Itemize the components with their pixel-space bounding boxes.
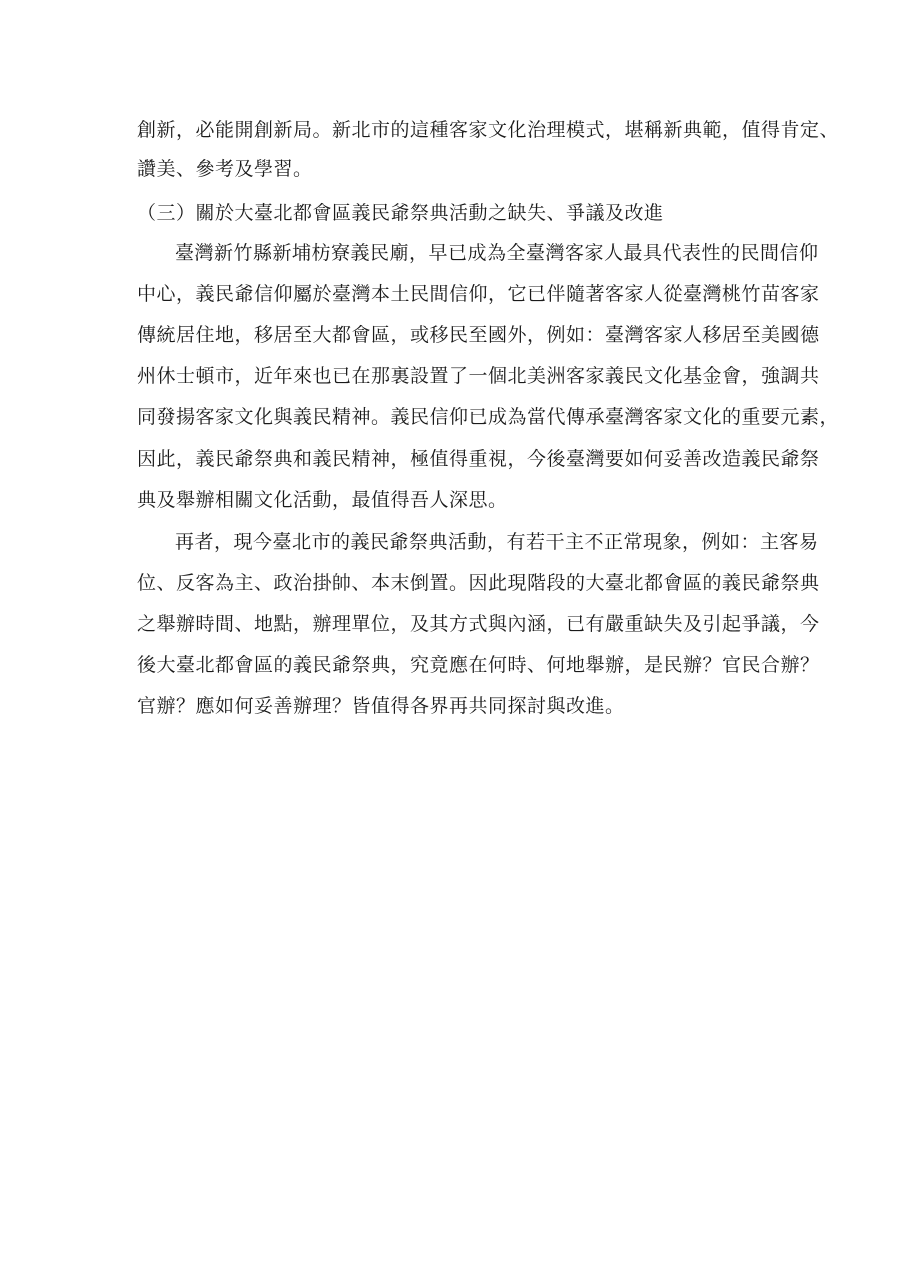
paragraph-line: 之舉辦時間、地點，辦理單位，及其方式與內涵，已有嚴重缺失及引起爭議，今 [137,613,820,635]
paragraph-line: 中心，義民爺信仰屬於臺灣本土民間信仰，它已伴隨著客家人從臺灣桃竹苗客家 [137,283,820,305]
text-line: 讚美、參考及學習。 [137,158,313,180]
section-heading: （三）關於大臺北都會區義民爺祭典活動之缺失、爭議及改進 [137,202,664,224]
paragraph-line: 同發揚客家文化與義民精神。義民信仰已成為當代傳承臺灣客家文化的重要元素， [137,406,840,428]
paragraph-line: 臺灣新竹縣新埔枋寮義民廟，早已成為全臺灣客家人最具代表性的民間信仰 [175,242,819,264]
paragraph-line: 傳統居住地，移居至大都會區，或移民至國外，例如：臺灣客家人移居至美國德 [137,324,820,346]
paragraph-line: 再者，現今臺北市的義民爺祭典活動，有若干主不正常現象，例如：主客易 [175,531,819,553]
paragraph-line: 後大臺北都會區的義民爺祭典，究竟應在何時、何地舉辦，是民辦？官民合辦？ [137,654,820,676]
paragraph-line: 因此，義民爺祭典和義民精神，極值得重視，今後臺灣要如何妥善改造義民爺祭 [137,448,820,470]
paragraph-line: 官辦？應如何妥善辦理？皆值得各界再共同探討與改進。 [137,695,625,717]
paragraph-line: 州休士頓市，近年來也已在那裏設置了一個北美洲客家義民文化基金會，強調共 [137,365,820,387]
paragraph-line: 典及舉辦相關文化活動，最值得吾人深思。 [137,489,508,511]
paragraph-line: 位、反客為主、政治掛帥、本末倒置。因此現階段的大臺北都會區的義民爺祭典 [137,572,820,594]
text-line: 創新，必能開創新局。新北市的這種客家文化治理模式，堪稱新典範，值得肯定、 [137,119,840,141]
